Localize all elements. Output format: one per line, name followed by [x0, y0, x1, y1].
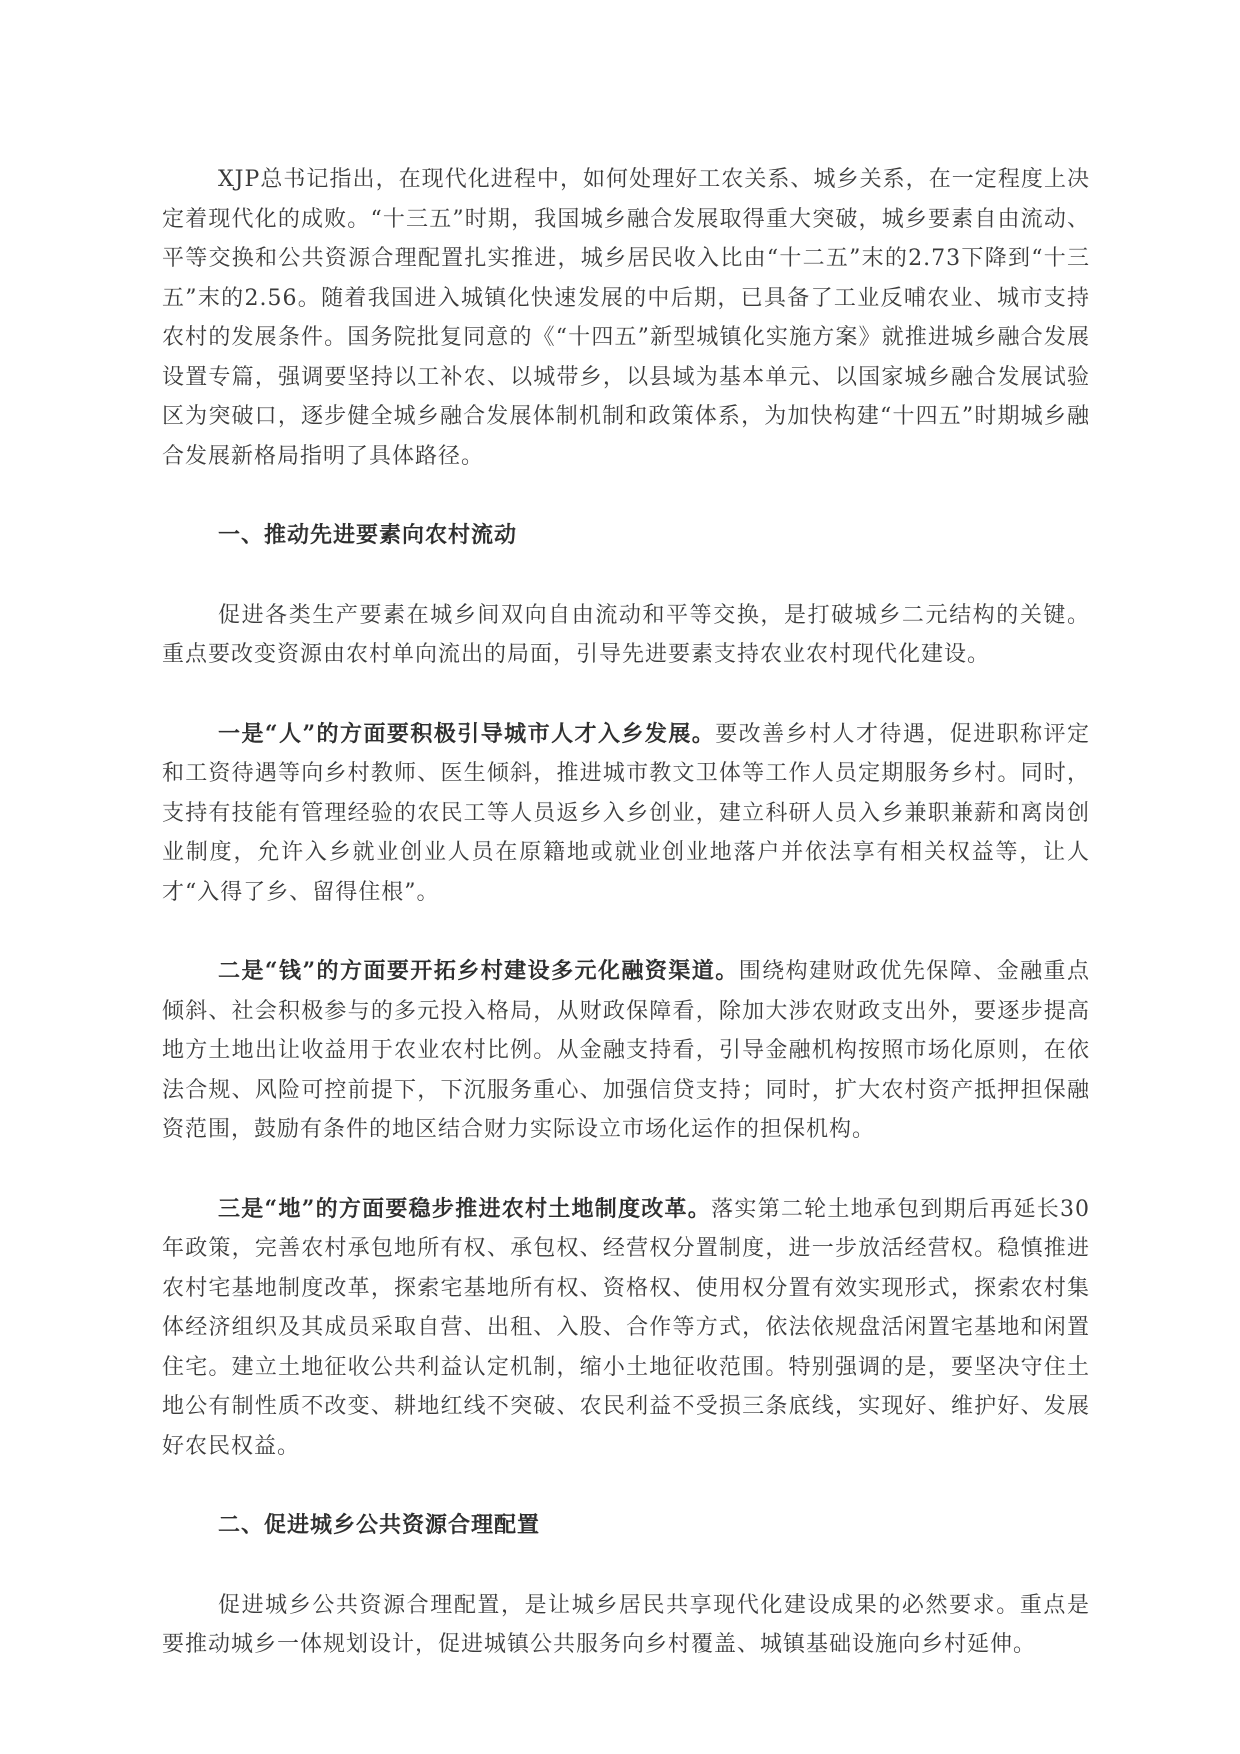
paragraph-text: XJP总书记指出，在现代化进程中，如何处理好工农关系、城乡关系，在一定程度上决定着现代化的成败。“十三五”时期，我国城乡融合发展取得重大突破，城乡要素自由流动、平等交换和公共资源合理配置扎实推进，城乡居民收入比由“十二五”末的2.73下降到“十三五”末的2.56。随着我国进入城镇化快速发展的中后期，已具备了工业反哺农业、城市支持农村的发展条件。国务院批复同意的《“十四五”新型城镇化实施方案》就推进城乡融合发展设置专篇，强调要坚持以工补农、以城带乡，以县域为基本单元、以国家城乡融合发展试验区为突破口，逐步健全城乡融合发展体制机制和政策体系，为加快构建“十四五”时期城乡融合发展新格局指明了具体路径。 — [162, 167, 1090, 469]
paragraph-text: 围绕构建财政优先保障、金融重点倾斜、社会积极参与的多元投入格局，从财政保障看，除加大涉农财政支出外，要逐步提高地方土地出让收益用于农业农村比例。从金融支持看，引导金融机构按照市场化原则，在依法合规、风险可控前提下，下沉服务重心、加强信贷支持；同时，扩大农村资产抵押担保融资范围，鼓励有条件的地区结合财力实际设立市场化运作的担保机构。 — [162, 959, 1090, 1142]
section-1-intro-paragraph — [162, 596, 1090, 675]
document-page — [162, 160, 1090, 1705]
intro-paragraph — [162, 160, 1090, 476]
finance-paragraph — [162, 952, 1090, 1150]
paragraph-text: 落实第二轮土地承包到期后再延长30年政策，完善农村承包地所有权、承包权、经营权分置制度，进一步放活经营权。稳慎推进农村宅基地制度改革，探索宅基地所有权、资格权、使用权分置有效实现形式，探索农村集体经济组织及其成员采取自营、出租、入股、合作等方式，依法依规盘活闲置宅基地和闲置住宅。建立土地征收公共利益认定机制，缩小土地征收范围。特别强调的是，要坚决守住土地公有制性质不改变、耕地红线不突破、农民利益不受损三条底线，实现好、维护好、发展好农民权益。 — [162, 1196, 1091, 1459]
section-heading-1: 一、推动先进要素向农村流动 — [218, 522, 518, 548]
section-2-intro-paragraph — [162, 1586, 1090, 1665]
paragraph-text: 促进各类生产要素在城乡间双向自由流动和平等交换，是打破城乡二元结构的关键。重点要改变资源由农村单向流出的局面，引导先进要素支持农业农村现代化建设。 — [162, 602, 1090, 667]
paragraph-lead: 一是“人”的方面要积极引导城市人才入乡发展。 — [218, 720, 716, 747]
paragraph-lead: 二是“钱”的方面要开拓乡村建设多元化融资渠道。 — [218, 958, 739, 984]
talent-paragraph — [162, 715, 1090, 913]
section-heading-2: 二、促进城乡公共资源合理配置 — [218, 1512, 541, 1538]
paragraph-lead: 三是“地”的方面要稳步推进农村土地制度改革。 — [218, 1195, 712, 1222]
land-paragraph — [162, 1190, 1090, 1467]
paragraph-text: 促进城乡公共资源合理配置，是让城乡居民共享现代化建设成果的必然要求。重点是要推动城乡一体规划设计，促进城镇公共服务向乡村覆盖、城镇基础设施向乡村延伸。 — [162, 1592, 1090, 1657]
paragraph-text: 要改善乡村人才待遇，促进职称评定和工资待遇等向乡村教师、医生倾斜，推进城市教文卫体等工作人员定期服务乡村。同时，支持有技能有管理经验的农民工等人员返乡入乡创业，建立科研人员入乡兼职兼薪和离岗创业制度，允许入乡就业创业人员在原籍地或就业创业地落户并依法享有相关权益等，让人才“入得了乡、留得住根”。 — [162, 721, 1090, 905]
